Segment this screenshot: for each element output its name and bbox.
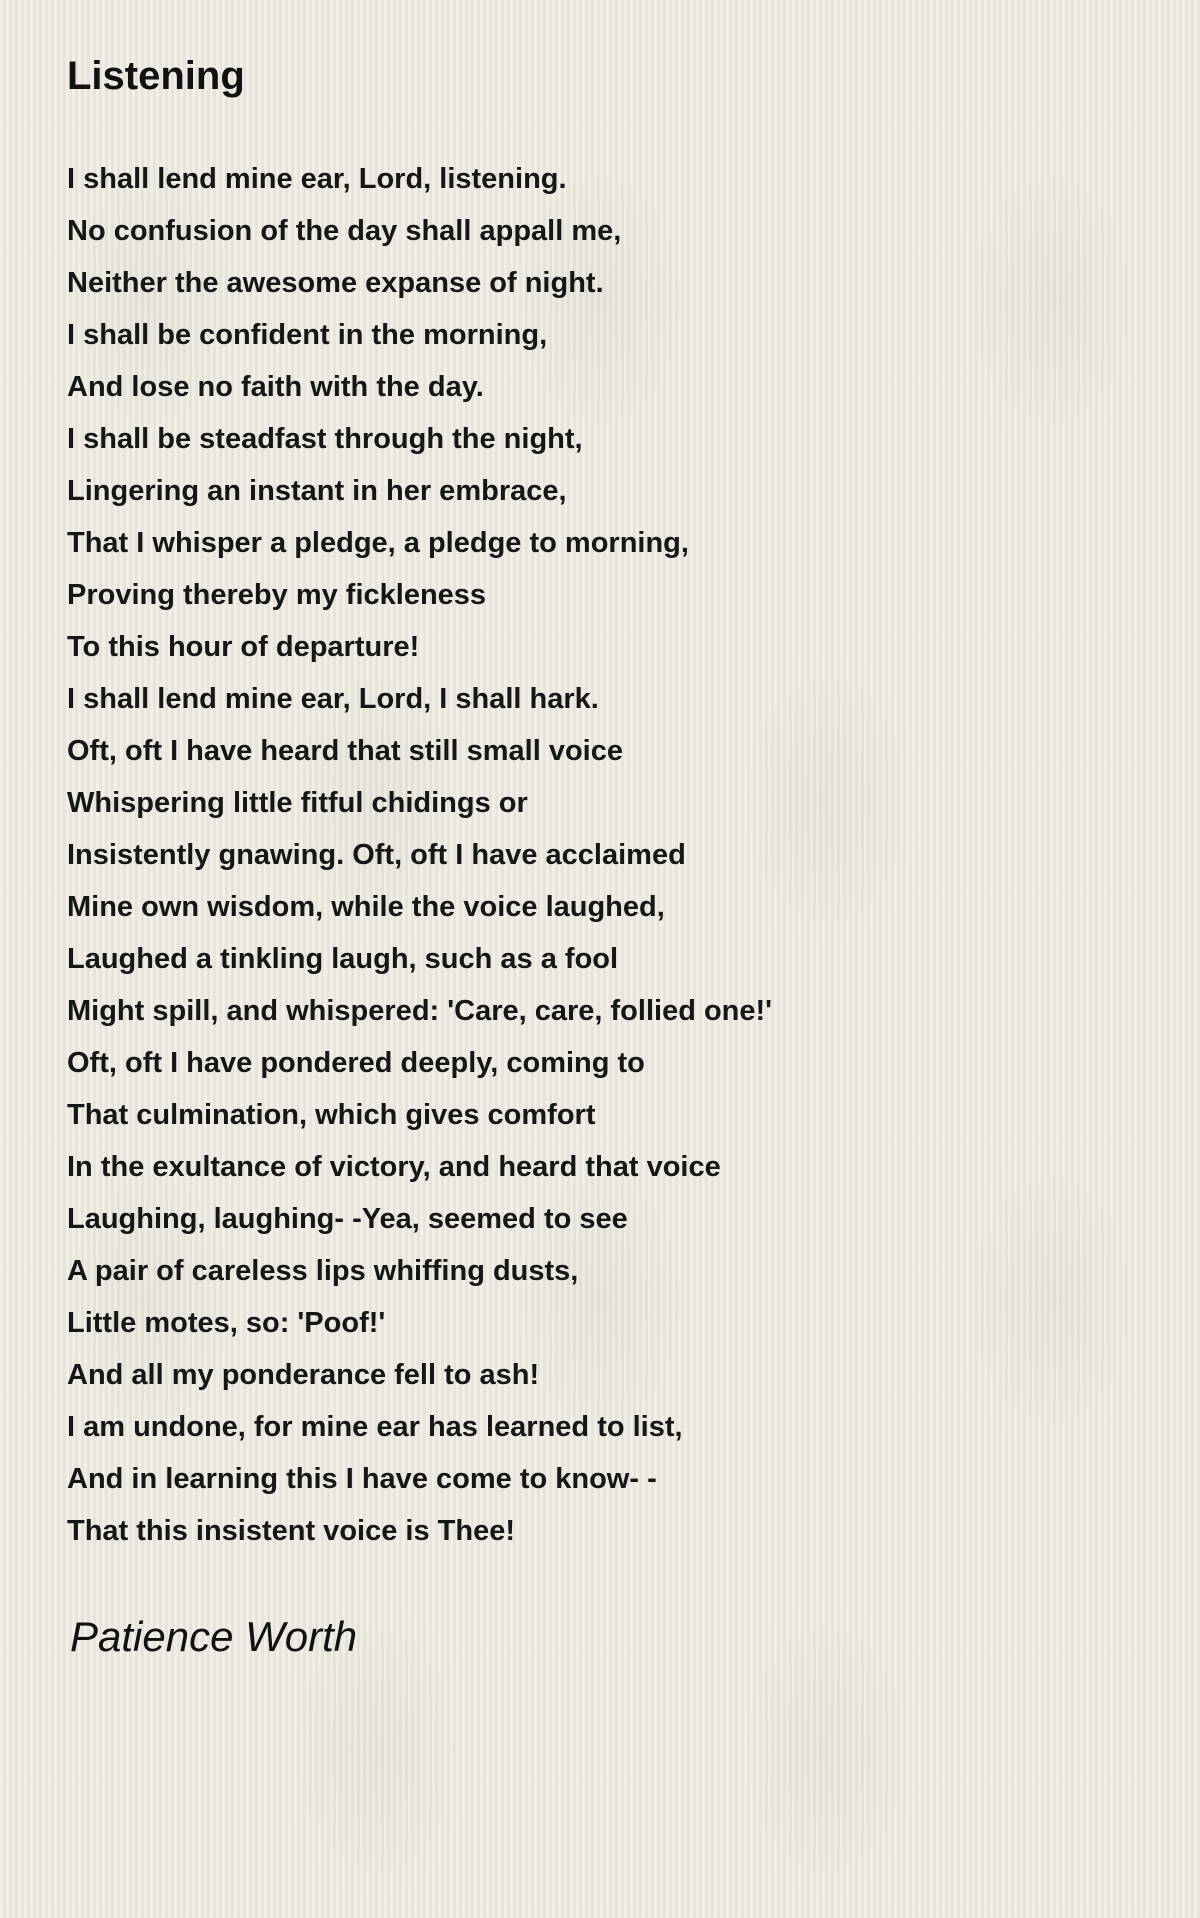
poem-line: Laughed a tinkling laugh, such as a fool (67, 943, 619, 975)
poem-line: And in learning this I have come to know- - (67, 1463, 657, 1495)
poem-line: In the exultance of victory, and heard that voice (67, 1151, 721, 1183)
poem-line: And all my ponderance fell to ash! (67, 1359, 540, 1391)
poem-line: That this insistent voice is Thee! (67, 1515, 515, 1547)
poem-page (67, 50, 1147, 1665)
poem-line: I shall lend mine ear, Lord, listening. (67, 163, 567, 195)
poem-line: Oft, oft I have heard that still small voice (67, 735, 623, 767)
poem-line: Whispering little fitful chidings or (67, 787, 528, 819)
poem-line: Lingering an instant in her embrace, (67, 475, 567, 507)
poem-line: I shall be confident in the morning, (67, 319, 548, 351)
poem-line: Insistently gnawing. Oft, oft I have acclaimed (67, 839, 686, 871)
poem-line: I shall be steadfast through the night, (67, 423, 583, 455)
poem-line: I am undone, for mine ear has learned to list, (67, 1411, 683, 1443)
poem-line: Little motes, so: 'Poof!' (67, 1307, 386, 1339)
poem-title: Listening (67, 54, 245, 98)
poem-line: Might spill, and whispered: 'Care, care, follied one!' (67, 995, 773, 1027)
poem-line: A pair of careless lips whiffing dusts, (67, 1255, 579, 1287)
stanza-3 (67, 673, 1147, 1245)
poem-line: To this hour of departure! (67, 631, 420, 663)
stanza-1 (67, 153, 1147, 621)
poem-author: Patience Worth (70, 1613, 358, 1660)
poem-line: I shall lend mine ear, Lord, I shall hark. (67, 683, 599, 715)
poem-line: Laughing, laughing- -Yea, seemed to see (67, 1203, 628, 1235)
stanza-5 (67, 1401, 1147, 1557)
poem-line: That culmination, which gives comfort (67, 1099, 596, 1131)
poem-body (67, 153, 1147, 1557)
poem-line: Proving thereby my fickleness (67, 579, 487, 611)
poem-line: Neither the awesome expanse of night. (67, 267, 604, 299)
stanza-4 (67, 1245, 1147, 1401)
poem-line: Oft, oft I have pondered deeply, coming to (67, 1047, 645, 1079)
poem-line: That I whisper a pledge, a pledge to morning, (67, 527, 689, 559)
poem-line: Mine own wisdom, while the voice laughed, (67, 891, 665, 923)
stanza-2 (67, 621, 1147, 673)
poem-line: And lose no faith with the day. (67, 371, 484, 403)
poem-line: No confusion of the day shall appall me, (67, 215, 622, 247)
